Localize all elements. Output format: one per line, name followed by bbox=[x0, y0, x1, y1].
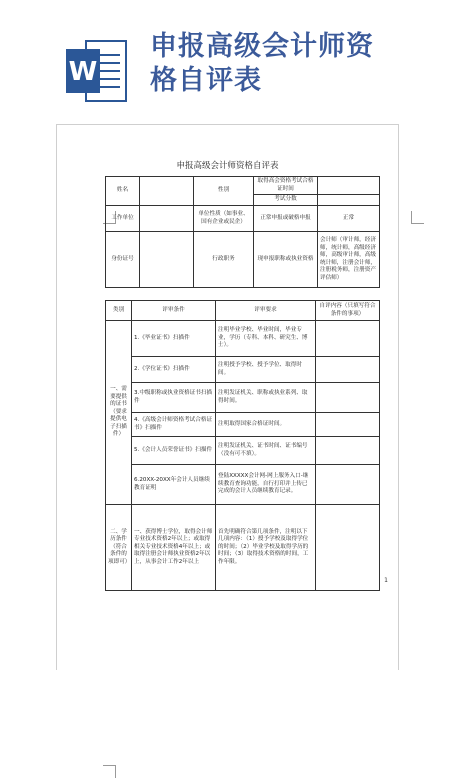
id-number-label: 身份证号 bbox=[106, 232, 140, 288]
table-row-condition: 5.《会计人员荣誉证书》扫描件 bbox=[132, 437, 216, 465]
name-label: 姓名 bbox=[106, 177, 140, 206]
table-row-requirement: 登陆XXXXX会计网-网上服务入口-继续教育查询功能，自行打印并上传已完成的会计人员继续教育记录。 bbox=[216, 465, 316, 505]
gender-label: 性别 bbox=[194, 177, 254, 206]
table-row-condition: 4.《高级会计师资格考试合格证书》扫描件 bbox=[132, 413, 216, 437]
header-banner bbox=[0, 0, 474, 118]
word-icon-letter: W bbox=[68, 57, 98, 87]
page-title-line1: 申报高级会计师资 bbox=[150, 31, 374, 62]
work-unit-value bbox=[140, 206, 194, 232]
education-requirement: 首先明确符合第几项条件，注明以下几项内容：（1）授予学校及取得学位的时间；（2）毕业学校及取得学历的时间；（3）取得技术资格的时间，工作年限。 bbox=[216, 505, 316, 591]
table-row-condition: 6.20XX-20XX年会计人员继续教育证明 bbox=[132, 465, 216, 505]
education-self-eval bbox=[316, 505, 380, 591]
table-row-requirement: 注明发证机关、证书时间、证书编号（没有可不填）。 bbox=[216, 437, 316, 465]
table-row-condition: 2.《学位证书》扫描件 bbox=[132, 357, 216, 383]
document-page bbox=[56, 124, 399, 670]
table-row-condition: 3.中级职称或执业资格证书扫描件 bbox=[132, 383, 216, 413]
table-row-self-eval bbox=[316, 465, 380, 505]
page-number: 1 bbox=[384, 577, 388, 584]
applicant-info-table bbox=[105, 176, 380, 288]
admin-post-label: 行政职务 bbox=[194, 232, 254, 288]
table-row-self-eval bbox=[316, 413, 380, 437]
id-number-value bbox=[140, 232, 194, 288]
work-unit-label: 工作单位 bbox=[106, 206, 140, 232]
table-row-requirement: 注明发证机关、职称或执业系列、取得时间。 bbox=[216, 383, 316, 413]
score-label: 考试分数 bbox=[254, 195, 318, 206]
header-requirement: 评审要求 bbox=[216, 301, 316, 321]
table-row-self-eval bbox=[316, 437, 380, 465]
page-title-line2: 格自评表 bbox=[150, 65, 262, 96]
section-certificates-label: 一、需要提供的证书（要求提供电子扫描件） bbox=[106, 321, 132, 505]
table-row-self-eval bbox=[316, 383, 380, 413]
table-row-self-eval bbox=[316, 357, 380, 383]
table-row-requirement: 注明授予学校、授予学位、取得时间。 bbox=[216, 357, 316, 383]
table-row-requirement: 注明取得国家合格证时间。 bbox=[216, 413, 316, 437]
cert-time-value bbox=[318, 177, 380, 195]
application-type-label: 正常申报或破格申报 bbox=[254, 206, 318, 232]
current-title-label: 现申报职称或执业资格 bbox=[254, 232, 318, 288]
table-row-self-eval bbox=[316, 321, 380, 357]
header-condition: 评审条件 bbox=[132, 301, 216, 321]
education-condition: 一、获得博士学位，取得会计师专业技术资格2年以上；或取得相关专业技术资格4年以上；或取得注册会计师执业资格2年以上，从事会计工作2年以上 bbox=[132, 505, 216, 591]
table-row-requirement: 注明毕业学校、毕业时间，毕业专业，学历（专科、本科、研究生、博士）。 bbox=[216, 321, 316, 357]
document-title: 申报高级会计师资格自评表 bbox=[176, 161, 279, 171]
crop-mark-top-right bbox=[411, 211, 424, 224]
header-self-evaluation: 自评内容（只填写符合条件的事项） bbox=[316, 301, 380, 321]
page-title bbox=[150, 30, 470, 98]
evaluation-table bbox=[105, 300, 380, 591]
section-education-label: 二、学历条件（符合条件的项即可） bbox=[106, 505, 132, 591]
score-value bbox=[318, 195, 380, 206]
unit-nature-label: 单位性质（如事业、国有企业或民企） bbox=[194, 206, 254, 232]
table-row-condition: 1.《毕业证书》扫描件 bbox=[132, 321, 216, 357]
current-title-value: 会计师（审计师，经济师，统计师，高级经济师，高级审计师，高级统计师，注册会计师，注册税务师，注册资产评估师） bbox=[318, 232, 380, 288]
application-type-value: 正常 bbox=[318, 206, 380, 232]
word-document-icon bbox=[64, 37, 128, 105]
header-category: 类别 bbox=[106, 301, 132, 321]
cert-time-label: 取得高会资格考试合格证时间 bbox=[254, 177, 318, 195]
name-value bbox=[140, 177, 194, 206]
crop-mark-bottom-left bbox=[103, 765, 116, 778]
